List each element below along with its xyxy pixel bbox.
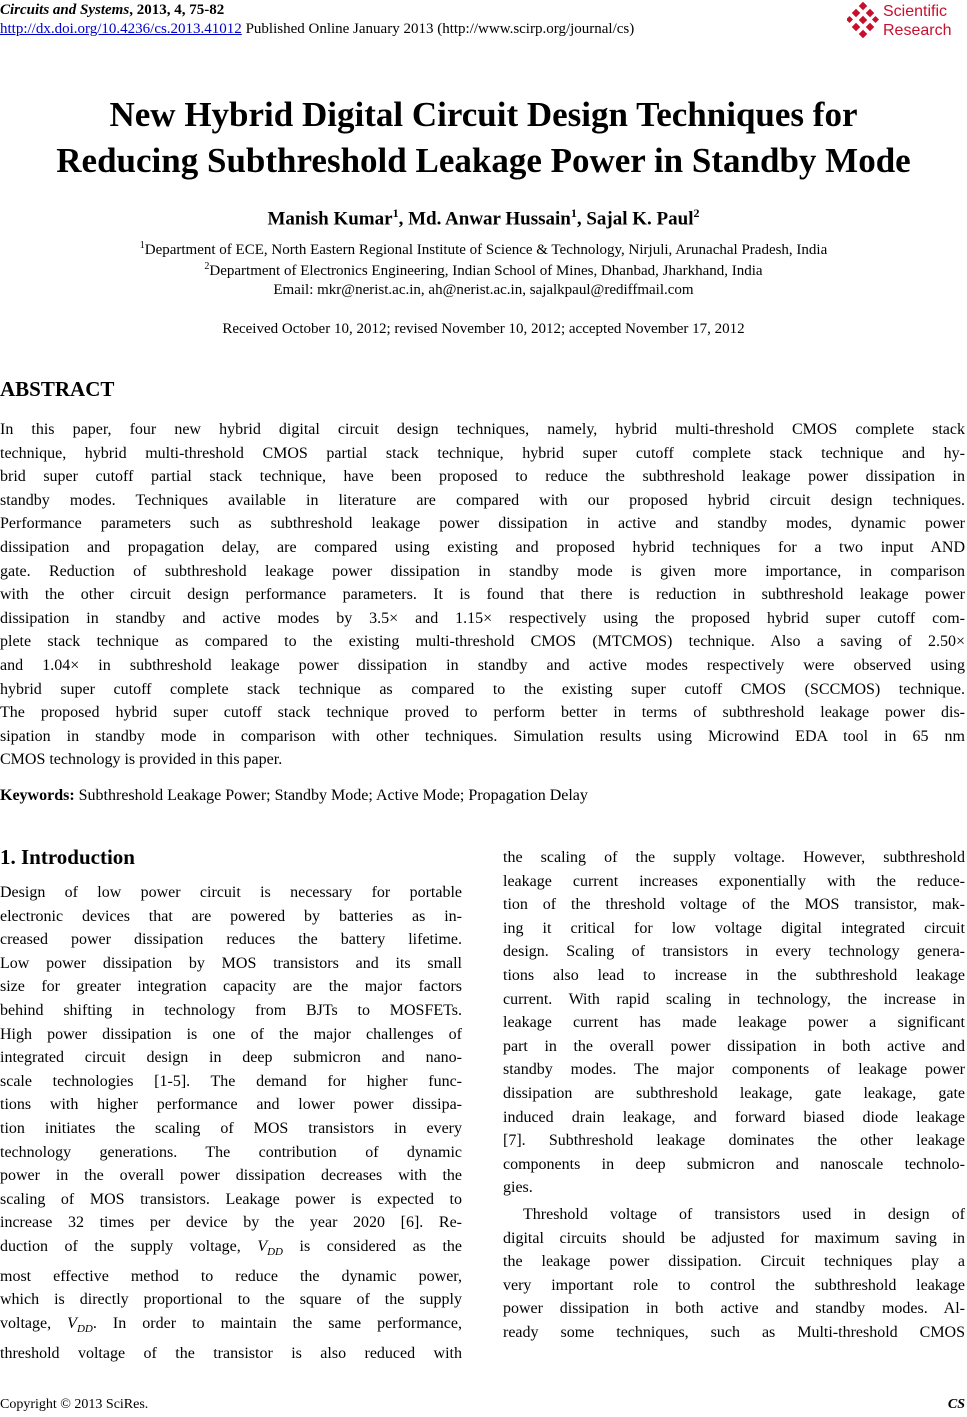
abstract-heading: ABSTRACT [0,377,115,401]
intro-left-line: scaling of MOS transistors. Leakage power is expected to [0,1190,462,1208]
intro-right-line: part in the overall power dissipation in both active and [503,1037,965,1055]
abstract-line: sipation in standby mode in comparison with other techniques. Simulation results using Microwind EDA tool in 65 nm [0,727,965,745]
title-line-1: New Hybrid Digital Circuit Design Techniques for [109,95,858,134]
intro-left-line: duction of the supply voltage, $V_{DD}$ is considered as the [0,1237,462,1259]
paper-title [0,92,967,184]
intro-left-line: voltage, $V_{DD}$. In order to maintain the same performance, [0,1314,462,1336]
intro-left-line: power in the overall power dissipation decreases with the [0,1167,462,1185]
journal-citation [0,2,224,19]
author-sep-2: , [576,208,587,230]
intro-right-line: ready some techniques, such as Multi-threshold CMOS [503,1323,965,1341]
journal-abbreviation: CS [947,1397,965,1412]
intro-right-line: components in deep submicron and nanoscale technolo- [503,1155,965,1173]
intro-right-line: tion of the threshold voltage of the MOS transistor, mak- [503,896,965,914]
intro-right-line: ing it critical for low voltage digital integrated circuit [503,919,965,937]
abstract-line: dissipation in standby and active modes by 3.5× and 1.15× respectively using the proposed hybrid super cutoff com- [0,609,965,627]
logo-diamond-icon [847,2,879,38]
intro-right-line: Threshold voltage of transistors used in design of [523,1205,965,1223]
abstract-line: plete stack technique as compared to the existing multi-threshold CMOS (MTCMOS) technique. Also a saving of 2.50× [0,633,965,651]
intro-right-line: gies. [503,1179,533,1197]
affiliation-1 [0,240,967,259]
author-sep-1: , [398,208,409,230]
abstract-line: Performance parameters such as subthreshold leakage power dissipation in active and standby modes, dynamic power [0,515,965,533]
author-3-sup: 2 [693,206,700,220]
section-heading-introduction: 1. Introduction [0,845,135,869]
received-dates: Received October 10, 2012; revised November 10, 2012; accepted November 17, 2012 [222,321,745,337]
keywords-text: Subthreshold Leakage Power; Standby Mode; Active Mode; Propagation Delay [74,787,588,804]
logo-line-2: Research [883,22,952,39]
author-1-sup: 1 [392,206,399,220]
abstract-line: standby modes. Techniques available in literature are compared with our proposed hybrid circuit design techniques. [0,491,965,509]
intro-right-line: leakage current has made leakage power a significant [503,1014,965,1032]
intro-left-line: which is directly proportional to the square of the supply [0,1291,462,1309]
abstract-line: CMOS technology is provided in this paper. [0,751,283,769]
left-column-text [0,881,462,1365]
abstract-line: and 1.04× in subthreshold leakage power dissipation in standby and active modes respectively were observed using [0,656,965,674]
intro-left-line: size for greater integration capacity are the major factors [0,978,462,996]
abstract-line: brid super cutoff partial stack technique, have been proposed to reduce the subthreshold leakage power dissipation in [0,468,965,486]
intro-left-line: tions with higher performance and lower power dissipa- [0,1096,462,1114]
scientific-research-logo [847,2,967,42]
abstract-line: technique, hybrid multi-threshold CMOS partial stack technique, hybrid super cutoff complete stack technique and hy- [0,444,965,462]
intro-left-line: tion initiates the scaling of MOS transistors in every [0,1119,462,1137]
intro-left-line: Low power dissipation by MOS transistors and its small [0,954,462,972]
title-line-2: Reducing Subthreshold Leakage Power in Standby Mode [56,141,911,180]
intro-left-line: most effective method to reduce the dynamic power, [0,1267,462,1285]
logo-text [883,2,951,40]
intro-left-line: threshold voltage of the transistor is also reduced with [0,1344,462,1362]
abstract-line: In this paper, four new hybrid digital circuit design techniques, namely, hybrid multi-threshold CMOS complete stack [0,421,965,438]
intro-right-line: [7]. Subthreshold leakage dominates the other leakage [503,1132,965,1150]
abstract-body [0,418,965,772]
author-list [0,206,967,230]
intro-right-line: the scaling of the supply voltage. However, subthreshold [503,849,965,866]
journal-volume: , 2013, 4, 75-82 [129,2,225,18]
intro-right-line: current. With rapid scaling in technology, the increase in [503,990,965,1008]
intro-right-line: digital circuits should be adjusted for maximum saving in [503,1229,965,1247]
abstract-line: with the other circuit design performance parameters. It is found that there is reduction in subthreshold leakage power [0,586,965,604]
intro-left-line: electronic devices that are powered by batteries as in- [0,907,462,925]
affiliation-2 [0,261,967,280]
intro-right-line: power dissipation in both active and standby modes. Al- [503,1300,965,1318]
affiliation-1-sup: 1 [139,240,145,251]
intro-left-line: creased power dissipation reduces the battery lifetime. [0,931,462,949]
affiliation-2-sup: 2 [204,261,210,272]
keywords-label: Keywords: [0,787,75,804]
abstract-line: hybrid super cutoff complete stack technique as compared to the existing super cutoff CMOS (SCCMOS) technique. [0,680,965,698]
intro-left-line: technology generations. The contribution of dynamic [0,1143,462,1161]
logo-line-1: Scientific [883,3,948,20]
author-3: Sajal K. Paul [586,208,694,230]
author-2: Md. Anwar Hussain [408,208,571,230]
affiliation-1-text: Department of ECE, North Eastern Regional Institute of Science & Technology, Nirjuli, Arunachal Pradesh, India [144,242,828,258]
intro-right-line: tions also lead to increase in the subthreshold leakage [503,966,965,984]
email-line: Email: mkr@nerist.ac.in, ah@nerist.ac.in, sajalkpaul@rediffmail.com [273,282,694,298]
intro-left-line: High power dissipation is one of the major challenges of [0,1025,462,1043]
author-2-sup: 1 [570,206,577,220]
intro-right-line: design. Scaling of transistors in every technology genera- [503,943,965,961]
journal-name: Circuits and Systems [0,2,130,18]
intro-left-line: scale technologies [1-5]. The demand for higher func- [0,1072,462,1090]
doi-line [0,21,634,38]
copyright-notice: Copyright © 2013 SciRes. [0,1397,149,1412]
intro-right-line: the leakage power dissipation. Circuit techniques play a [503,1253,965,1271]
intro-left-line: behind shifting in technology from BJTs to MOSFETs. [0,1001,462,1019]
intro-right-line: very important role to control the subthreshold leakage [503,1276,965,1294]
right-column-text [503,846,965,1344]
author-1: Manish Kumar [267,208,393,230]
intro-left-line: Design of low power circuit is necessary for portable [0,884,462,901]
intro-left-line: increase 32 times per device by the year 2020 [6]. Re- [0,1214,462,1232]
abstract-line: gate. Reduction of subthreshold leakage power dissipation in standby mode is given more importance, in comparison [0,562,965,580]
intro-right-line: leakage current increases exponentially with the reduce- [503,872,965,890]
intro-right-line: dissipation are subthreshold leakage, gate leakage, gate [503,1084,965,1102]
affiliation-2-text: Department of Electronics Engineering, Indian School of Mines, Dhanbad, Jharkhand, India [209,263,763,279]
intro-right-line: induced drain leakage, and forward biased diode leakage [503,1108,965,1126]
doi-link[interactable]: http://dx.doi.org/10.4236/cs.2013.41012 [0,21,242,37]
published-info: Published Online January 2013 (http://www.scirp.org/journal/cs) [241,21,635,37]
abstract-line: dissipation and propagation delay, are compared using existing and proposed hybrid techniques for a two input AND [0,538,965,556]
keywords-line [0,787,588,805]
abstract-line: The proposed hybrid super cutoff stack technique proved to perform better in terms of subthreshold leakage power dis- [0,704,965,722]
intro-left-line: integrated circuit design in deep submicron and nano- [0,1049,462,1067]
intro-right-line: standby modes. The major components of leakage power [503,1061,965,1079]
